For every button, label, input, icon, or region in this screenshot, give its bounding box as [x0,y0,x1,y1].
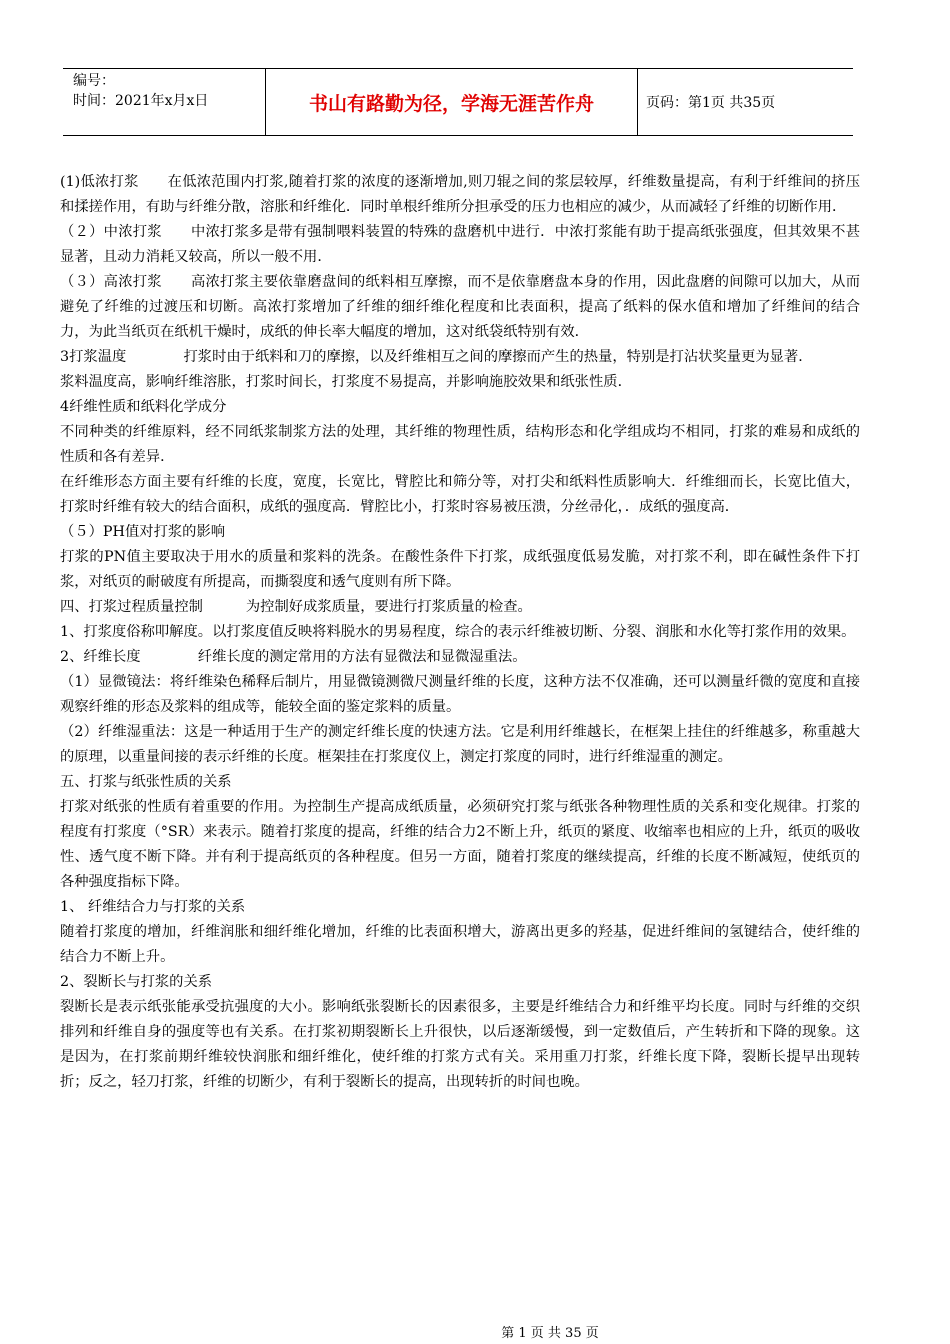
paragraph: 不同种类的纤维原料，经不同纸浆制浆方法的处理，其纤维的物理性质，结构形态和化学组成均不相同，打浆的难易和成纸的性质和各有差异． [60,424,860,465]
header-meta-cell [63,69,265,135]
paragraph: 1、打浆度俗称叩解度。以打浆度值反映将料脱水的男易程度，综合的表示纤维被切断、分裂、润胀和水化等打浆作用的效果。 [60,624,856,640]
paragraph: 在纤维形态方面主要有纤维的长度，宽度，长宽比，臂腔比和筛分等，对打尖和纸料性质影响大．纤维细而长，长宽比值大，打浆时纤维有较大的结合面积，成纸的强度高．臂腔比小，打浆时容易被压溃，分丝帚化，．成纸的强度高． [60,474,860,515]
section-heading: 2、裂断长与打浆的关系 [60,974,213,990]
paragraph: 打浆对纸张的性质有着重要的作用。为控制生产提高成纸质量，必须研究打浆与纸张各种物理性质的关系和变化规律。打浆的程度有打浆度（°SR）来表示。随着打浆度的提高，纤维的结合力2不断上升，纸页的紧度、收缩率也相应的上升，纸页的吸收性、透气度不断下降。并有利于提高纸页的各种程度。但另一方面，随着打浆度的继续提高，纤维的长度不断减短，使纸页的各种强度指标下降。 [60,799,860,890]
document-code-label: 编号： [73,73,115,89]
section-heading: （５）PH值对打浆的影响 [60,524,226,540]
document-time-label: 时间：2021年x月x日 [73,93,209,109]
page-footer [0,1322,950,1341]
paragraph: （３）高浓打浆 高浓打浆主要依靠磨盘间的纸料相互摩擦，而不是依靠磨盘本身的作用，因此盘磨的间隙可以加大，从而避免了纤维的过渡压和切断。高浓打浆增加了纤维的细纤维化程度和比表面积，提高了纸料的保水值和增加了纤维间的结合力，为此当纸页在纸机干燥时，成纸的伸长率大幅度的增加，这对纸袋纸特别有效． [60,274,860,340]
paragraph: 随着打浆度的增加，纤维润胀和细纤维化增加，纤维的比表面积增大，游离出更多的羟基，促进纤维间的氢键结合，使纤维的结合力不断上升。 [60,924,860,965]
header-motto-cell [265,69,638,135]
section-heading: 五、打浆与纸张性质的关系 [60,774,232,790]
motto-text: 书山有路勤为径，学海无涯苦作舟 [308,92,594,115]
document-header [63,68,853,136]
header-page-cell [638,69,853,135]
section-heading: 四、打浆过程质量控制 为控制好成浆质量，要进行打浆质量的检查。 [60,599,532,615]
section-heading: 4纤维性质和纸料化学成分 [60,399,227,415]
paragraph: （２）中浓打浆 中浓打浆多是带有强制喂料装置的特殊的盘磨机中进行．中浓打浆能有助于提高纸张强度，但其效果不甚显著，且动力消耗又较高，所以一般不用． [60,224,860,265]
header-page-number: 页码：第1页 共35页 [646,95,776,111]
paragraph: （2）纤维湿重法：这是一种适用于生产的测定纤维长度的快速方法。它是利用纤维越长，在框架上挂住的纤维越多，称重越大的原理，以重量间接的表示纤维的长度。框架挂在打浆度仪上，测定打浆度的同时，进行纤维湿重的测定。 [60,724,860,765]
paragraph: （1）显微镜法：将纤维染色稀释后制片，用显微镜测微尺测量纤维的长度，这种方法不仅准确，还可以测量纤微的宽度和直接观察纤维的形态及浆料的组成等，能较全面的鉴定浆料的质量。 [60,674,860,715]
paragraph: (1)低浓打浆 在低浓范围内打浆,随着打浆的浓度的逐渐增加,则刀辊之间的浆层较厚，纤维数量提高，有利于纤维间的挤压和揉搓作用，有助与纤维分散，溶胀和纤维化．同时单根纤维所分担承受的压力也相应的减少，从而减轻了纤维的切断作用． [60,174,860,215]
paragraph: 2、纤维长度 纤维长度的测定常用的方法有显微法和显微湿重法。 [60,649,527,665]
paragraph: 裂断长是表示纸张能承受抗强度的大小。影响纸张裂断长的因素很多，主要是纤维结合力和纤维平均长度。同时与纤维的交织排列和纤维自身的强度等也有关系。在打浆初期裂断长上升很快，以后逐渐缓慢，到一定数值后，产生转折和下降的现象。这是因为，在打浆前期纤维较快润胀和细纤维化，使纤维的打浆方式有关。采用重刀打浆，纤维长度下降，裂断长提早出现转折；反之，轻刀打浆，纤维的切断少，有利于裂断长的提高，出现转折的时间也晚。 [60,999,860,1090]
paragraph: 打浆的PN值主要取决于用水的质量和浆料的洗条。在酸性条件下打浆，成纸强度低易发脆，对打浆不利，即在碱性条件下打浆，对纸页的耐破度有所提高，而撕裂度和透气度则有所下降。 [60,549,860,590]
section-heading: 1、 纤维结合力与打浆的关系 [60,899,246,915]
paragraph: 3打浆温度 打浆时由于纸料和刀的摩擦，以及纤维相互之间的摩擦而产生的热量，特别是打沾状奖量更为显著． [60,349,813,365]
footer-page-number: 第 1 页 共 35 页 [501,1326,599,1341]
paragraph: 浆料温度高，影响纤维溶胀，打浆时间长，打浆度不易提高，并影响施胶效果和纸张性质． [60,374,632,390]
document-body [60,170,860,1095]
